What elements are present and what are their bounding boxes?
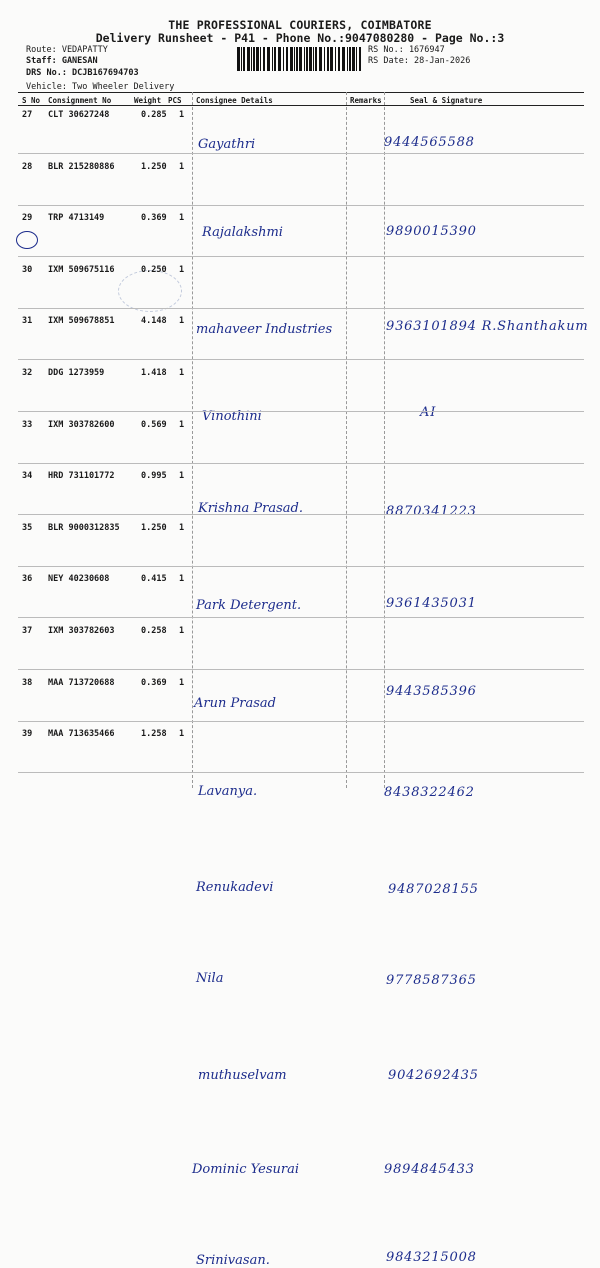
row-consignment-no: HRD 731101772 xyxy=(48,471,115,482)
row-sno: 28 xyxy=(22,161,33,172)
barcode-bar xyxy=(237,47,240,71)
barcode-bar xyxy=(272,47,273,71)
row-separator xyxy=(18,256,584,257)
barcode-bar xyxy=(263,47,265,71)
barcode-bar xyxy=(241,47,242,71)
handwritten-phone-signature: 8870341223 xyxy=(386,504,477,520)
row-sno: 34 xyxy=(22,471,33,482)
barcode-bar xyxy=(283,47,284,71)
header-top-rule xyxy=(18,92,584,93)
row-separator xyxy=(18,411,584,412)
handwritten-consignee-name: muthuselvam xyxy=(198,1068,287,1083)
row-separator xyxy=(18,669,584,670)
row-pcs: 1 xyxy=(179,161,185,172)
row-consignment-no: MAA 713720688 xyxy=(48,677,115,688)
row-weight: 0.369 xyxy=(141,677,167,688)
barcode-bar xyxy=(324,47,325,71)
row-weight: 0.569 xyxy=(141,419,167,430)
barcode-bar xyxy=(306,47,308,71)
drs-line: DRS No.: DCJB167694703 xyxy=(26,67,139,78)
row-weight: 0.258 xyxy=(141,626,167,636)
row-weight: 1.250 xyxy=(141,161,167,172)
row-weight: 1.250 xyxy=(141,522,167,533)
row-consignment-no: CLT 30627248 xyxy=(48,110,110,120)
row-sno: 39 xyxy=(22,729,33,740)
handwritten-consignee-name: Gayathri xyxy=(198,137,256,152)
row-sno: 29 xyxy=(22,213,33,224)
barcode-bar xyxy=(347,47,348,71)
row-consignment-no: IXM 509678851 xyxy=(48,316,115,327)
barcode-bar xyxy=(327,47,329,71)
row-pcs: 1 xyxy=(179,574,185,585)
row-sno: 27 xyxy=(22,110,33,120)
rs-date: RS Date: 28-Jan-2026 xyxy=(368,56,471,67)
handwritten-consignee-name: Rajalakshmi xyxy=(202,224,283,240)
row-pcs: 1 xyxy=(179,110,185,120)
rs-number: RS No.: 1676947 xyxy=(368,45,445,55)
row-consignment-no: IXM 303782600 xyxy=(48,419,115,430)
row-weight: 4.148 xyxy=(141,316,167,327)
col-seal: Seal & Signature xyxy=(410,96,483,105)
header-bottom-rule xyxy=(18,105,584,106)
barcode-bar xyxy=(267,47,270,71)
row-separator xyxy=(18,308,584,309)
row-consignment-no: BLR 215280886 xyxy=(48,161,115,172)
barcode-bar xyxy=(256,47,259,71)
barcode-bar xyxy=(299,47,302,71)
row-consignment-no: IXM 303782603 xyxy=(48,626,115,636)
handwritten-consignee-name: Srinivasan. xyxy=(196,1253,270,1268)
row-weight: 0.250 xyxy=(141,264,167,275)
company-title: THE PROFESSIONAL COURIERS, COIMBATORE xyxy=(168,18,432,32)
col-remarks: Remarks xyxy=(350,96,382,105)
barcode-image xyxy=(236,46,364,72)
barcode-bar xyxy=(247,47,250,71)
barcode-bar xyxy=(278,47,281,71)
row-pcs: 1 xyxy=(179,316,185,327)
row-pcs: 1 xyxy=(179,419,185,430)
row-weight: 0.995 xyxy=(141,471,167,482)
barcode-bar xyxy=(260,47,261,71)
handwritten-phone-signature: 9890015390 xyxy=(386,223,477,239)
col-consignee: Consignee Details xyxy=(196,96,273,105)
handwritten-phone-signature: 9361435031 xyxy=(386,596,477,611)
barcode-bar xyxy=(286,47,288,71)
barcode-bar xyxy=(294,47,295,71)
handwritten-consignee-name: mahaveer Industries xyxy=(196,322,333,338)
handwritten-phone-signature: 9778587365 xyxy=(386,973,477,989)
row-consignment-no: BLR 9000312835 xyxy=(48,522,120,533)
col-sno: S No xyxy=(22,96,41,105)
row-pcs: 1 xyxy=(179,368,185,378)
rs-info xyxy=(368,45,470,68)
row-pcs: 1 xyxy=(179,729,185,740)
handwritten-phone-signature: 9894845433 xyxy=(384,1161,475,1177)
barcode-bar xyxy=(274,47,276,71)
handwritten-phone-signature: 9487028155 xyxy=(388,881,479,897)
row-sno: 35 xyxy=(22,522,33,533)
barcode-bar xyxy=(335,47,336,71)
row-pcs: 1 xyxy=(179,626,185,636)
handwritten-consignee-name: Krishna Prasad. xyxy=(198,501,303,517)
barcode-bar xyxy=(313,47,314,71)
row-pcs: 1 xyxy=(179,213,185,224)
row-sno: 30 xyxy=(22,264,33,275)
row-weight: 0.369 xyxy=(141,213,167,224)
handwritten-consignee-name: Arun Prasad xyxy=(194,695,276,711)
vehicle-line: Vehicle: Two Wheeler Delivery xyxy=(26,82,175,92)
row-separator xyxy=(18,514,584,515)
handwritten-phone-signature: 9042692435 xyxy=(388,1068,479,1083)
runsheet-subtitle: Delivery Runsheet - P41 - Phone No.:9047080280 - Page No.:3 xyxy=(95,31,505,45)
handwritten-phone-signature: 9443585396 xyxy=(386,683,477,699)
handwritten-consignee-name: Nila xyxy=(196,971,224,987)
table-row xyxy=(0,110,600,162)
barcode-bar xyxy=(338,47,340,71)
barcode-bar xyxy=(251,47,252,71)
handwritten-consignee-name: Dominic Yesurai xyxy=(192,1161,299,1177)
row-pcs: 1 xyxy=(179,522,185,533)
row-sno: 36 xyxy=(22,574,33,585)
col-consignment: Consignment No xyxy=(48,96,112,105)
handwritten-consignee-name: Vinothini xyxy=(202,408,262,424)
barcode-bar xyxy=(253,47,255,71)
col-pcs: PCS xyxy=(168,96,182,105)
row-weight: 0.415 xyxy=(141,574,167,585)
row-sno: 31 xyxy=(22,316,33,327)
handwritten-phone-signature: 8438322462 xyxy=(384,785,475,801)
row-consignment-no: NEY 40230608 xyxy=(48,574,110,585)
row-weight: 0.285 xyxy=(141,110,167,120)
route-line: Route: VEDAPATTY xyxy=(26,45,108,55)
row-separator xyxy=(18,617,584,618)
row-consignment-no: IXM 509675116 xyxy=(48,264,115,275)
staff-line: Staff: GANESAN xyxy=(26,56,98,67)
row-consignment-no: DDG 1273959 xyxy=(48,368,105,378)
row-pcs: 1 xyxy=(179,471,185,482)
row-consignment-no: TRP 4713149 xyxy=(48,213,105,224)
row-separator xyxy=(18,153,584,154)
row-separator xyxy=(18,566,584,567)
barcode-bar xyxy=(309,47,312,71)
handwritten-phone-signature: 9363101894 R.Shanthakum xyxy=(386,319,589,335)
col-weight: Weight xyxy=(134,96,162,105)
barcode-bar xyxy=(304,47,305,71)
barcode-bar xyxy=(349,47,351,71)
row-sno: 32 xyxy=(22,368,33,378)
route-info xyxy=(26,45,139,79)
row-separator xyxy=(18,359,584,360)
row-separator xyxy=(18,721,584,722)
handwritten-phone-signature: 9843215008 xyxy=(386,1250,477,1266)
row-sno: 33 xyxy=(22,419,33,430)
row-separator xyxy=(18,772,584,773)
barcode-bar xyxy=(315,47,317,71)
barcode-bar xyxy=(352,47,355,71)
handwritten-consignee-name: Lavanya. xyxy=(198,784,258,800)
row-sno: 38 xyxy=(22,677,33,688)
barcode-bar xyxy=(342,47,345,71)
row-pcs: 1 xyxy=(179,264,185,275)
row-consignment-no: MAA 713635466 xyxy=(48,729,115,740)
row-sno: 37 xyxy=(22,626,33,636)
row-separator xyxy=(18,205,584,206)
row-weight: 1.418 xyxy=(141,368,167,378)
row-pcs: 1 xyxy=(179,677,185,688)
handwritten-consignee-name: Renukadevi xyxy=(196,879,274,895)
barcode-bar xyxy=(296,47,298,71)
barcode-bar xyxy=(356,47,357,71)
barcode-bar xyxy=(243,47,245,71)
row-weight: 1.258 xyxy=(141,729,167,740)
barcode-bar xyxy=(359,47,361,71)
handwritten-phone-signature: 9444565588 xyxy=(384,135,475,150)
row-separator xyxy=(18,463,584,464)
barcode-bar xyxy=(319,47,322,71)
barcode-bar xyxy=(330,47,333,71)
handwritten-consignee-name: Park Detergent. xyxy=(196,598,302,613)
handwritten-phone-signature: AI xyxy=(420,404,437,420)
barcode-bar xyxy=(290,47,293,71)
